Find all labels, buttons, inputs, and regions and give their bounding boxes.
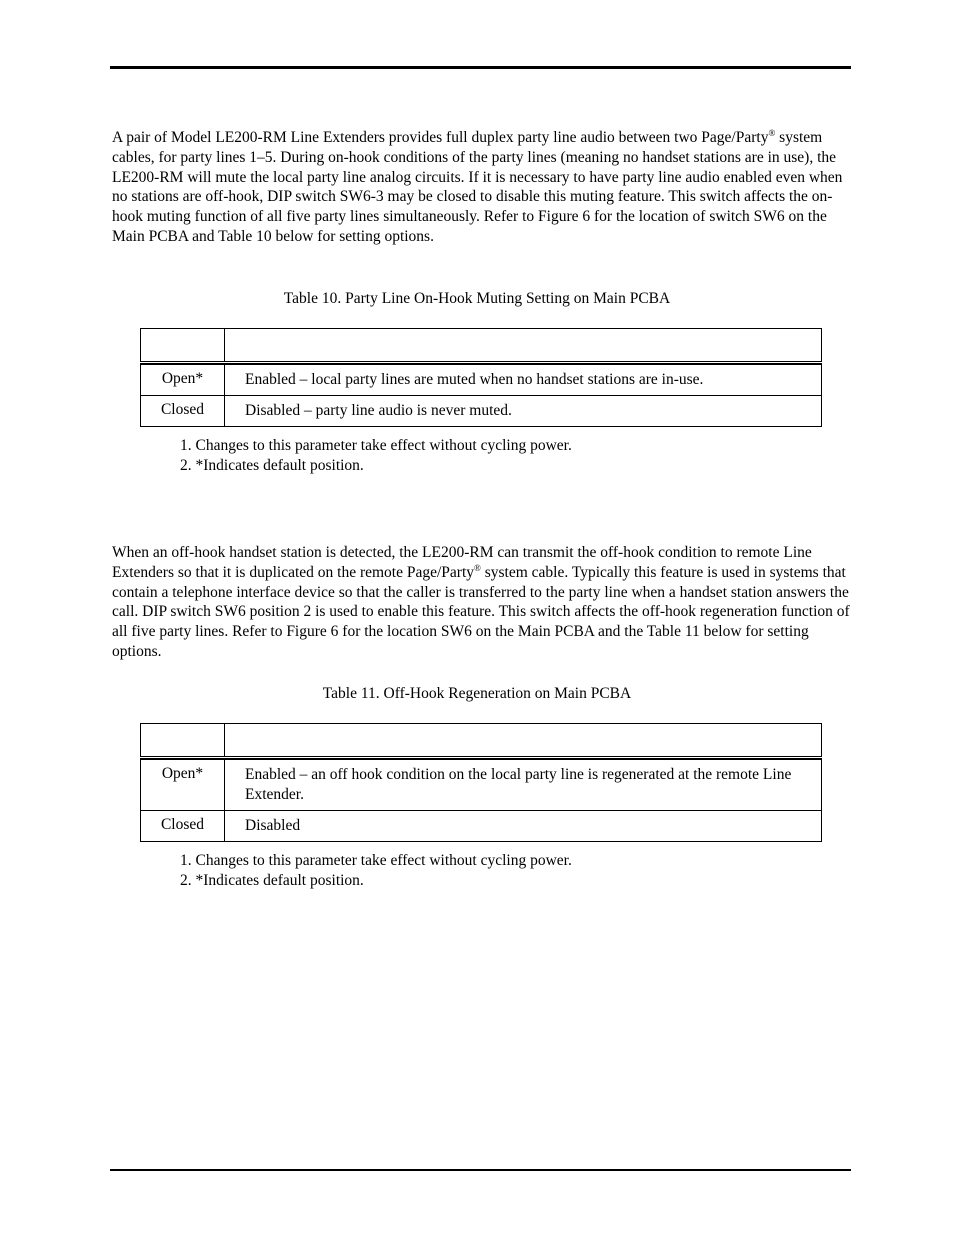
on-hook-muting-paragraph <box>112 128 852 247</box>
header-cell <box>225 724 822 758</box>
header-cell <box>141 724 225 758</box>
note-item: 2. *Indicates default position. <box>180 872 364 889</box>
position-cell: Open* <box>141 760 225 811</box>
registered-mark: ® <box>768 128 776 138</box>
off-hook-regeneration-paragraph <box>112 543 852 662</box>
table-row <box>141 365 822 396</box>
paragraph-text: When an off-hook handset station is detected, the LE200-RM can transmit the off-hook condition to remote Line Extenders so that it is duplicated on the remote Page/Party <box>112 544 812 581</box>
note-item: 2. *Indicates default position. <box>180 457 364 474</box>
description-cell: Disabled – party line audio is never muted. <box>225 396 822 427</box>
table-row <box>141 811 822 842</box>
table11-notes <box>180 851 572 891</box>
header-rule <box>110 66 851 69</box>
footer-rule <box>110 1169 851 1171</box>
table10-notes <box>180 436 572 476</box>
table-header-row <box>141 329 822 363</box>
table-row <box>141 760 822 811</box>
description-cell: Enabled – an off hook condition on the local party line is regenerated at the remote Line Extender. <box>225 760 822 811</box>
table-row <box>141 396 822 427</box>
note-item: 1. Changes to this parameter take effect without cycling power. <box>180 852 572 869</box>
registered-mark: ® <box>474 562 481 573</box>
table11 <box>140 723 822 842</box>
position-cell: Open* <box>141 365 225 396</box>
description-cell: Enabled – local party lines are muted when no handset stations are in-use. <box>225 365 822 396</box>
paragraph-text: system cables, for party lines 1–5. During on-hook conditions of the party lines (meaning no handset stations are in use), the LE200-RM will mute the local party line analog circuits. If it is necessary to have party line audio enabled even when no stations are off-hook, DIP switch SW6-3 may be closed to disable this muting feature. This switch affects the on-hook muting function of all five party lines simultaneously. Refer to Figure 6 for the location of switch SW6 on the Main PCBA and Table 10 below for setting options. <box>112 129 843 245</box>
paragraph-text: A pair of Model LE200-RM Line Extenders provides full duplex party line audio between two Page/Party <box>112 129 769 146</box>
table-header-row <box>141 724 822 758</box>
note-item: 1. Changes to this parameter take effect without cycling power. <box>180 437 572 454</box>
position-cell: Closed <box>141 396 225 427</box>
paragraph-text: system cable. Typically this feature is used in systems that contain a telephone interface device so that the caller is transferred to the party line when a handset station answers the call. DIP switch SW6 position 2 is used to enable this feature. This switch affects the off-hook regeneration function of all five party lines. Refer to Figure 6 for the location SW6 on the Main PCBA and the Table 11 below for setting options. <box>112 563 850 660</box>
description-cell: Disabled <box>225 811 822 842</box>
table11-caption: Table 11. Off-Hook Regeneration on Main PCBA <box>322 685 632 702</box>
table10-caption: Table 10. Party Line On-Hook Muting Setting on Main PCBA <box>283 290 671 307</box>
position-cell: Closed <box>141 811 225 842</box>
header-cell <box>225 329 822 363</box>
table10 <box>140 328 822 427</box>
header-cell <box>141 329 225 363</box>
